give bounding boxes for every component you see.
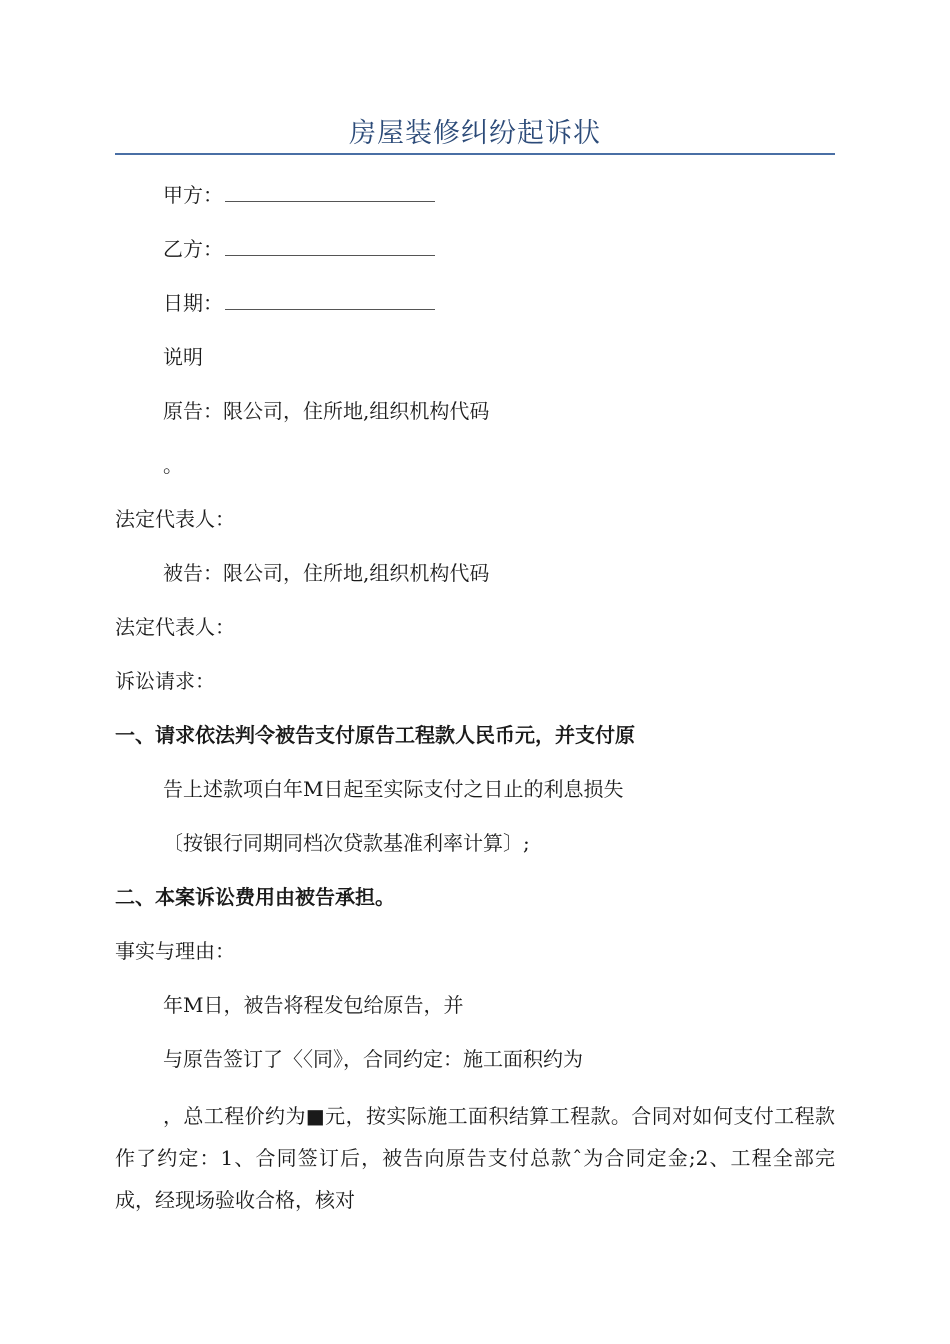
date-row bbox=[163, 288, 435, 318]
claims-heading: 诉讼请求： bbox=[115, 669, 215, 693]
party-a-label: 甲方： bbox=[163, 183, 223, 207]
defendant-line: 被告：限公司，住所地,组织机构代码 bbox=[163, 561, 490, 585]
claim-1-line-a: 一、请求依法判令被告支付原告工程款人民币元，并支付原 bbox=[115, 723, 635, 747]
party-b-row bbox=[163, 234, 435, 264]
claim-2-line: 二、本案诉讼费用由被告承担。 bbox=[115, 885, 395, 909]
party-b-label: 乙方： bbox=[163, 237, 223, 261]
facts-heading: 事实与理由： bbox=[115, 939, 235, 963]
party-b-blank bbox=[225, 237, 435, 256]
note-label: 说明 bbox=[163, 345, 203, 369]
claim-1-line-b: 告上述款项白年M日起至实际支付之日止的利息损失 bbox=[163, 777, 624, 801]
title-underline bbox=[115, 153, 835, 155]
party-a-row bbox=[163, 180, 435, 210]
claim-1-line-c: 〔按银行同期同档次贷款基准利率计算〕; bbox=[163, 831, 530, 855]
plaintiff-line: 原告：限公司，住所地,组织机构代码 bbox=[163, 399, 490, 423]
period-line: 。 bbox=[163, 453, 183, 477]
date-blank bbox=[225, 291, 435, 310]
party-a-blank bbox=[225, 183, 435, 202]
date-label: 日期： bbox=[163, 291, 223, 315]
fact-line-1: 年M日，被告将程发包给原告，并 bbox=[163, 993, 464, 1017]
fact-line-2: 与原告签订了〈〈同》，合同约定：施工面积约为 bbox=[163, 1047, 583, 1071]
legal-rep-1: 法定代表人： bbox=[115, 507, 235, 531]
document-title: 房屋装修纠纷起诉状 bbox=[349, 118, 601, 149]
fact-paragraph-3: ，总工程价约为■元，按实际施工面积结算工程款。合同对如何支付工程款作了约定：1、合同签订后，被告向原告支付总款ˆ为合同定金;2、工程全部完成，经现场验收合格，核对 bbox=[115, 1104, 835, 1212]
legal-rep-2: 法定代表人： bbox=[115, 615, 235, 639]
